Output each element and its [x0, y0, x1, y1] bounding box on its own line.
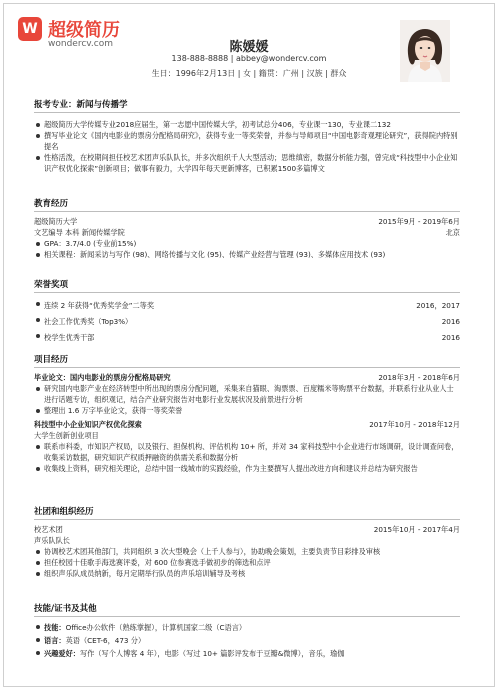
list-item: 收集线上资料，研究相关理论，总结中国一线城市的实践经验，作为主要撰写人提出改进方向和建议并总结为研究报告 — [34, 463, 460, 474]
list-item — [34, 621, 460, 634]
honor-year: 2016，2017 — [416, 301, 460, 310]
list-item: 撰写毕业论文《国内电影业的票房分配格局研究》，获得专业一等奖荣誉，并参与导师项目“中国电影奇观理论研究”，获得院内特别提名 — [34, 130, 460, 152]
list-item — [34, 647, 460, 660]
project-role: 大学生创新创业项目 — [34, 431, 99, 440]
skill-text: 英语（CET-6，473 分） — [65, 636, 146, 645]
org-date: 2015年10月 - 2017年4月 — [373, 525, 460, 534]
skill-label: 兴趣爱好： — [44, 649, 80, 658]
section-title: 报考专业：新闻与传播学 — [34, 99, 460, 113]
education-date: 2015年9月 - 2019年6月 — [378, 217, 460, 226]
honor-text: 校学生优秀干部 — [44, 333, 95, 342]
project-name: 毕业论文：国内电影业的票房分配格局研究 — [34, 373, 171, 382]
section-title: 社团和组织经历 — [34, 506, 460, 520]
school-city: 北京 — [445, 228, 460, 237]
honors-section — [34, 279, 460, 346]
brand-site: wondercv.com — [48, 39, 113, 49]
activities-section — [34, 506, 460, 579]
org-name: 校艺术团 — [34, 525, 63, 534]
skill-label: 语言： — [44, 636, 66, 645]
objective-section — [34, 99, 460, 174]
list-item — [34, 298, 460, 314]
major: 文艺编导 本科 新闻传媒学院 — [34, 228, 125, 237]
logo-mark-icon: W — [18, 17, 42, 41]
profile-photo — [400, 20, 450, 82]
section-title: 项目经历 — [34, 354, 460, 368]
skill-label: 技能： — [44, 623, 66, 632]
honor-text: 连续 2 年获得“优秀奖学金”二等奖 — [44, 301, 155, 310]
list-item: 组织声乐队成员纳新，每月定期举行队员的声乐培训辅导及考核 — [34, 568, 460, 579]
skills-section — [34, 603, 460, 660]
list-item: 担任校园十佳歌手海选赛评委，对 600 位参赛选手做初步的筛选和点评 — [34, 557, 460, 568]
project-name: 科技型中小企业知识产权优化探索 — [34, 420, 142, 429]
candidate-name: 陈媛媛 — [229, 40, 269, 55]
brand-name: 超级简历 — [48, 20, 120, 41]
list-item — [34, 314, 460, 330]
list-item: 性格活泼，在校期间担任校艺术团声乐队队长，并多次组织千人大型活动；思维缜密，数据分析能力强，曾完成“科技型中小企业知识产权优化探索”创新项目；做事有毅力，大学四年每天更新博客，已积累1500多篇博文 — [34, 152, 460, 174]
list-item: 协调校艺术团其他部门，共同组织 3 次大型晚会（上千人参与），协助晚会策划，主要负责节目彩排及审核 — [34, 546, 460, 557]
honor-text: 社会工作优秀奖（Top3%） — [44, 317, 133, 326]
list-item: 研究国内电影产业在经济转型中所出现的票房分配问题，采集来自猫眼、淘票票、百度糯米等购票平台数据，并联系行业从业人士进行话题专访，组织观记，结合产业研究报告对电影行业发展状况及前景进行分析 — [34, 383, 460, 405]
school-name: 超级简历大学 — [34, 217, 78, 226]
section-title: 教育经历 — [34, 198, 460, 212]
project-date: 2018年3月 - 2018年6月 — [378, 373, 460, 382]
list-item: 联系市科委，市知识产权局，以及银行、担保机构、评估机构 10+ 所，并对 34 家科技型中小企业进行市场调研，设计调查问卷，收集采访数据，研究知识产权质押融资的供需关系和数据分析 — [34, 441, 460, 463]
list-item: 超级简历大学传媒专业2018应届生，第一志愿中国传媒大学，初考试总分406，专业课一130，专业课二132 — [34, 119, 460, 130]
project-date: 2017年10月 - 2018年12月 — [369, 420, 460, 429]
resume-page — [3, 3, 495, 687]
list-item — [34, 634, 460, 647]
list-item: GPA：3.7/4.0 (专业前15%) — [34, 238, 460, 249]
section-title: 技能/证书及其他 — [34, 603, 460, 617]
section-title: 荣誉奖项 — [34, 279, 460, 293]
list-item: 相关课程：新闻采访与写作 (98)、网络传播与文化 (95)、传媒产业经营与管理 (93)、多媒体应用技术 (93) — [34, 249, 460, 260]
list-item — [34, 330, 460, 346]
org-role: 声乐队队长 — [34, 536, 70, 545]
personal-info-line: 生日：1996年2月13日 | 女 | 籍贯：广州 | 汉族 | 群众 — [151, 69, 347, 78]
honor-year: 2016 — [441, 317, 460, 326]
honor-year: 2016 — [441, 333, 460, 342]
education-section — [34, 198, 460, 260]
projects-section — [34, 354, 460, 474]
list-item: 整理出 1.6 万字毕业论文，获得一等奖荣誉 — [34, 405, 460, 416]
skill-text: Office办公软件（熟练掌握），计算机国家二级（C语言） — [65, 623, 247, 632]
skill-text: 写作（写个人博客 4 年），电影（写过 10+ 篇影评发布于豆瓣&微博），音乐，瑜伽 — [79, 649, 345, 658]
contact-line: 138-888-8888 | abbey@wondercv.com — [171, 54, 327, 63]
